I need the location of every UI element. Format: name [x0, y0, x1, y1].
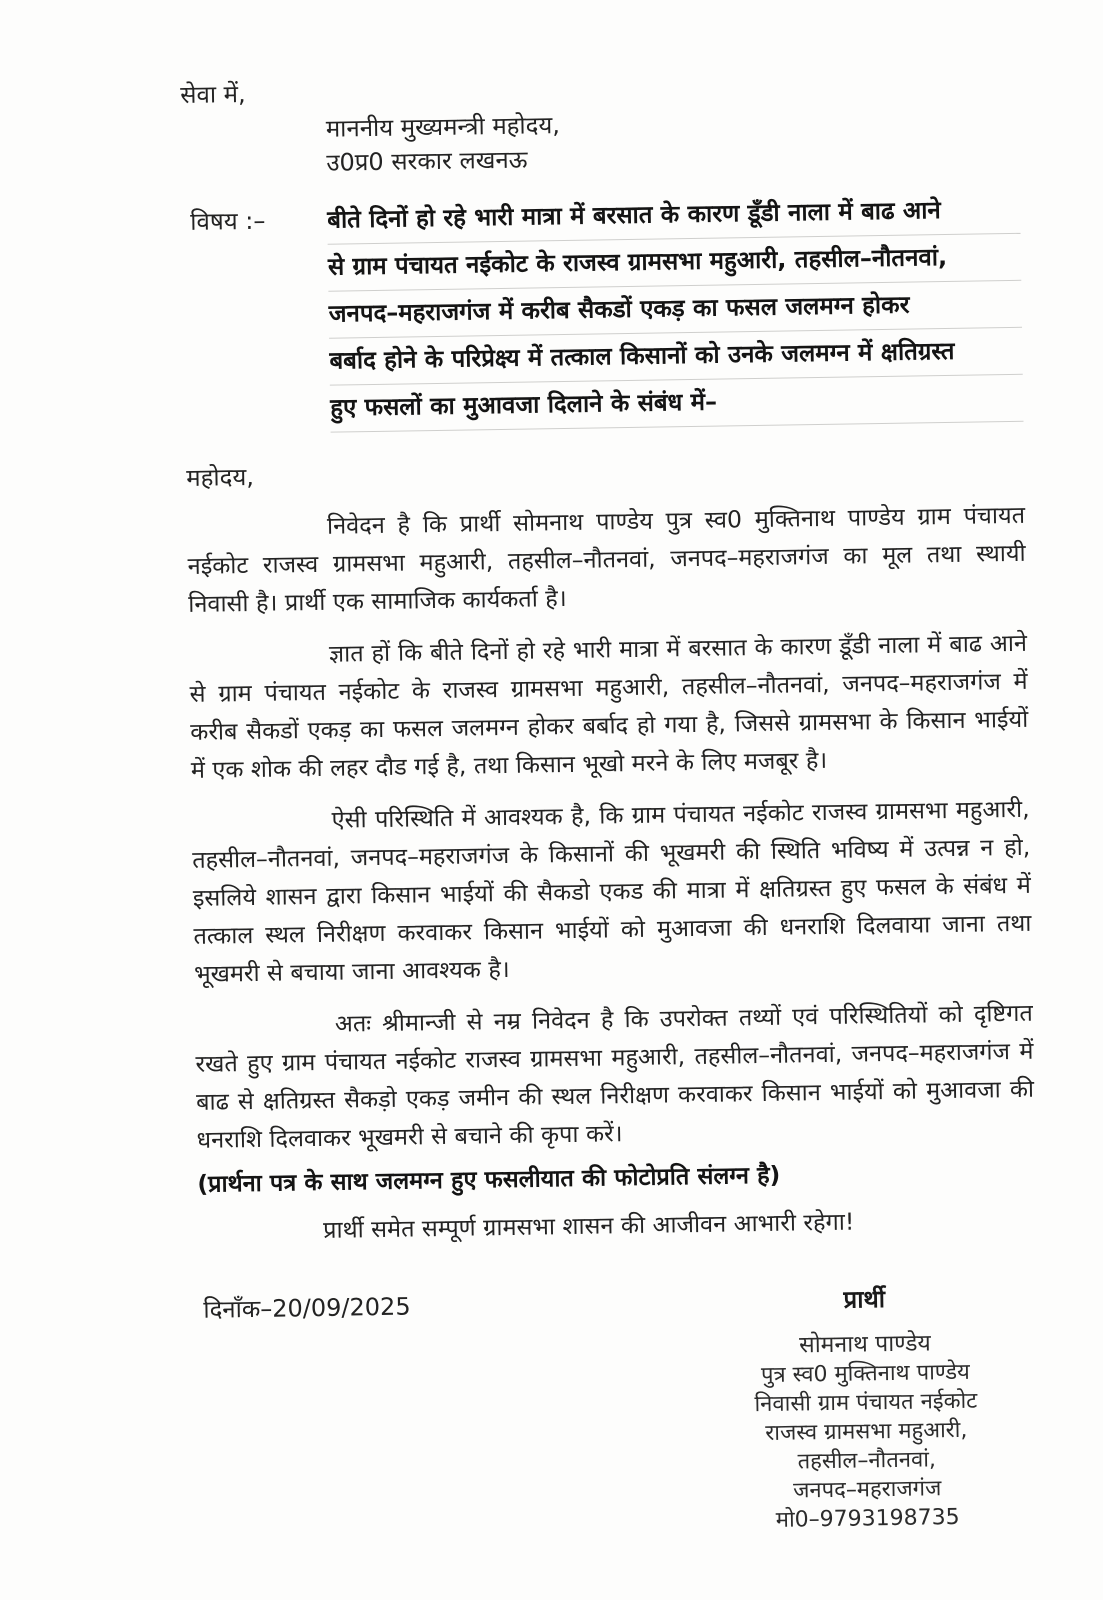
recipient-line-1: माननीय मुख्यमन्त्री महोदय, [325, 111, 561, 143]
signature-gram-sabha: राजस्व ग्रामसभा महुआरी, [765, 1417, 968, 1446]
signature-residence: निवासी ग्राम पंचायत नईकोट [754, 1388, 978, 1418]
body-paragraph-4: अतः श्रीमान्जी से नम्र निवेदन है कि उपरोक्त तथ्यों एवं परिस्थितियों को दृष्टिगत रखते हुए ग्राम पंचायत नईकोट राजस्व ग्रामसभा महुआरी, तहसील–नौतनवां, जनपद–महराजगंज में बाढ से क्षतिग्रस्त सैकड़ो एकड़ जमीन की स्थल निरीक्षण करवाकर किसान भाईयों को मुआवजा की धनराशि दिलवाकर भूखमरी से बचाने की कृपा करें। [195, 998, 1035, 1154]
enclosure-note: (प्रार्थना पत्र के साथ जलमग्न हुए फसलीयात की फोटोप्रति संलग्न है) [197, 1160, 781, 1198]
signature-name: सोमनाथ पाण्डेय [798, 1330, 931, 1359]
signature-father-name: पुत्र स्व0 मुक्तिनाथ पाण्डेय [760, 1359, 970, 1389]
recipient-line-2: उ0प्र0 सरकार लखनऊ [326, 145, 528, 177]
body-paragraph-1: निवेदन है कि प्रार्थी सोमनाथ पाण्डेय पुत्र स्व0 मुक्तिनाथ पाण्डेय ग्राम पंचायत नईकोट राजस्व ग्रामसभा महुआरी, तहसील–नौतनवां, जनपद–महराजगंज का मूल तथा स्थायी निवासी है। प्रार्थी एक सामाजिक कार्यकर्ता है। [187, 500, 1026, 618]
salutation: सेवा में, [180, 79, 246, 109]
subject-line: बीते दिनों हो रहे भारी मात्रा में बरसात के कारण डूँडी नाला में बाढ आने [327, 187, 1021, 245]
subject-line: हुए फसलों का मुआवजा दिलाने के संबंध में– [330, 375, 1024, 433]
letter-content [180, 65, 1041, 1544]
date-line: दिनाँक–20/09/2025 [203, 1292, 411, 1324]
signature-block [710, 1328, 1023, 1536]
subject-section [182, 187, 1024, 435]
subject-line: बर्बाद होने के परिप्रेक्ष्य में तत्काल किसानों को उनके जलमग्न में क्षतिग्रस्त [329, 328, 1023, 386]
subject-label: विषय :– [190, 206, 266, 236]
subject-line: जनपद–महराजगंज में करीब सैकडों एकड़ का फसल जलमग्न होकर [328, 281, 1022, 339]
subject-text [327, 187, 1024, 433]
applicant-title: प्रार्थी [843, 1285, 886, 1314]
signature-tehsil: तहसील–नौतनवां, [797, 1447, 937, 1475]
closing-line: प्रार्थी समेत सम्पूर्ण ग्रामसभा शासन की आजीवन आभारी रहेगा! [322, 1207, 855, 1244]
recipient-block [326, 101, 1020, 180]
signature-mobile: मो0–9793198735 [775, 1504, 960, 1533]
signature-district: जनपद–महराजगंज [792, 1476, 942, 1504]
greeting: महोदय, [186, 462, 255, 492]
date-applicant-row [199, 1280, 1037, 1327]
body-paragraph-2: ज्ञात हों कि बीते दिनों हो रहे भारी मात्रा में बरसात के कारण डूँडी नाला में बाढ आने से ग्राम पंचायत नईकोट के राजस्व ग्रामसभा महुआरी, तहसील–नौतनवां, जनपद–महराजगंज में करीब सैकडों एकड़ का फसल जलमग्न होकर बर्बाद हो गया है, जिससे ग्रामसभा के किसान भाईयों में एक शोक की लहर दौड गई है, तथा किसान भूखो मरने के लिए मजबूर है। [189, 628, 1029, 784]
body-paragraph-3: ऐसी परिस्थिति में आवश्यक है, कि ग्राम पंचायत नईकोट राजस्व ग्रामसभा महुआरी, तहसील–नौतनवां, जनपद–महराजगंज के किसानों की भूखमरी की स्थिति भविष्य में उत्पन्न न हो, इसलिये शासन द्वारा किसान भाईयों की सैकडो एकड की मात्रा में क्षतिग्रस्त हुए फसल के संबंध में तत्काल स्थल निरीक्षण करवाकर किसान भाईयों को मुआवजा की धनराशि दिलवाया जाना तथा भूखमरी से बचाया जाना आवश्यक है। [192, 794, 1032, 988]
subject-line: से ग्राम पंचायत नईकोट के राजस्व ग्रामसभा महुआरी, तहसील–नौतनवां, [328, 234, 1022, 292]
